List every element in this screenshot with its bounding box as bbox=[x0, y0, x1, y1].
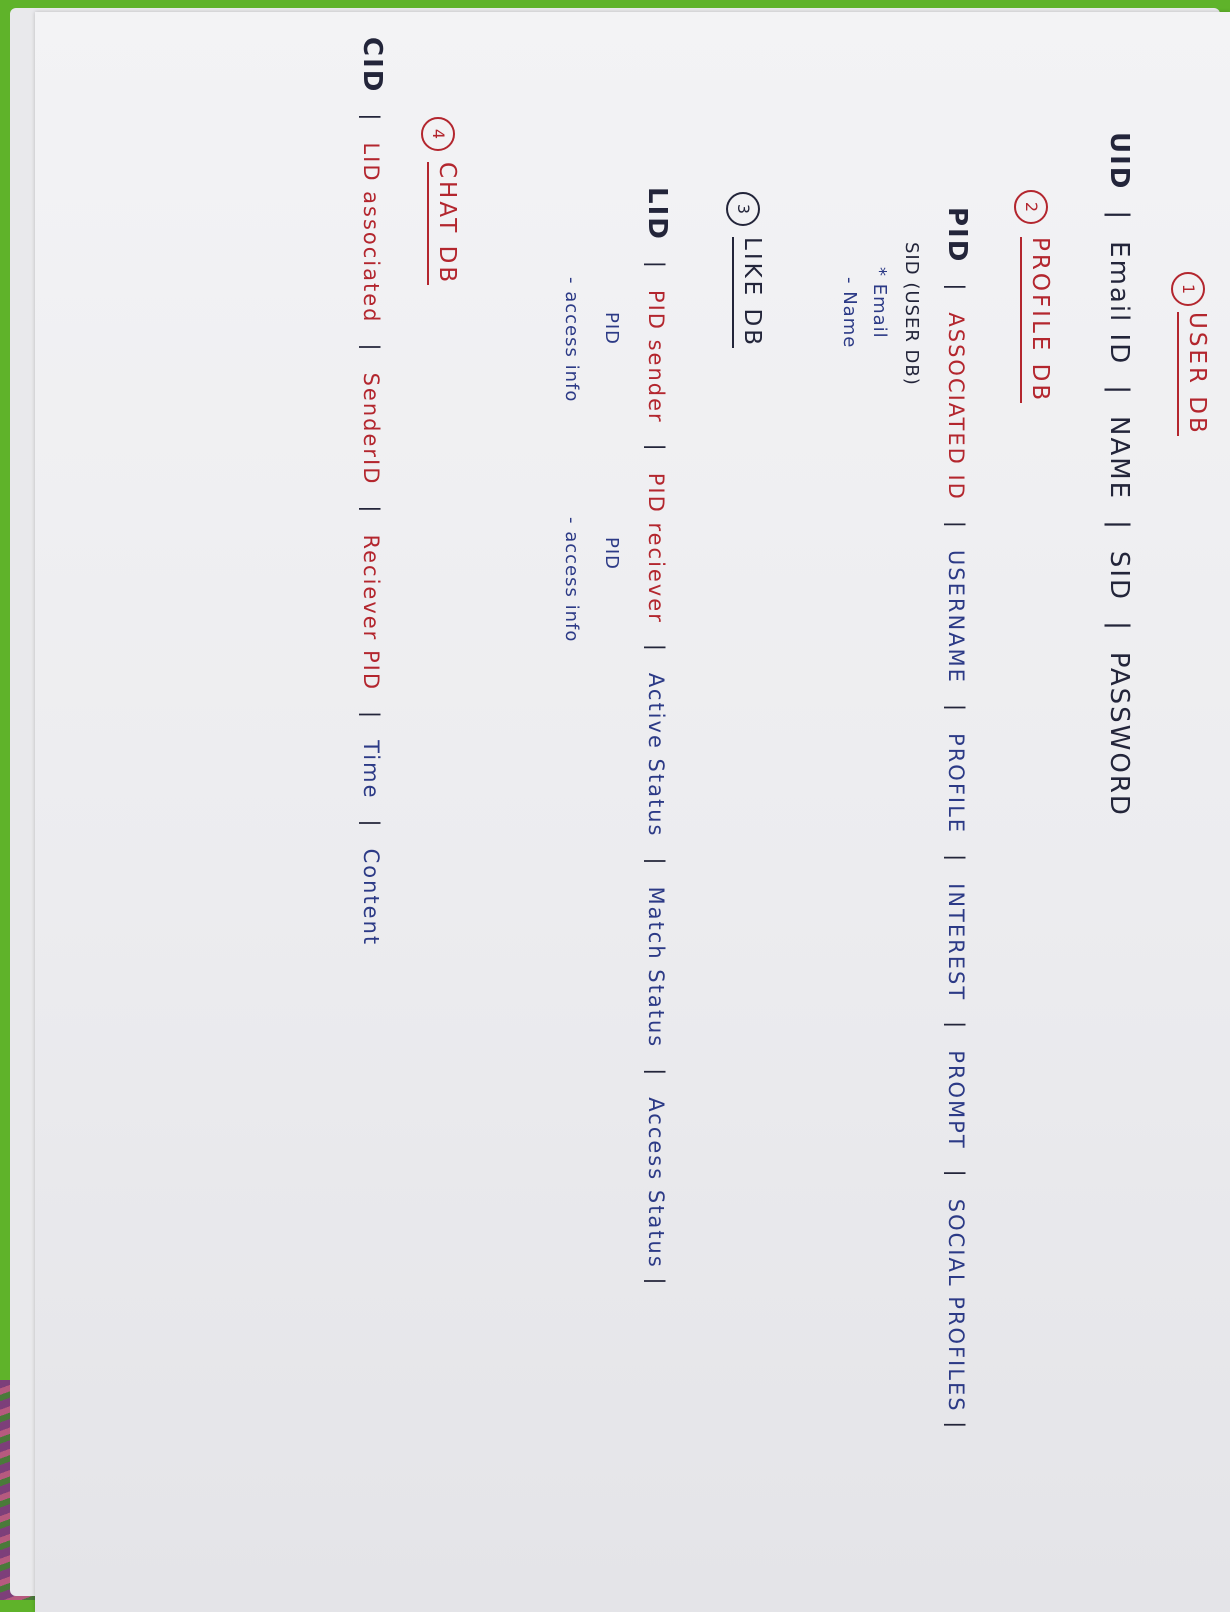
section-title-like-db: LIKE DB bbox=[732, 237, 763, 348]
profile-db-field: PROFILE bbox=[944, 733, 968, 835]
user-db-field: SID bbox=[1104, 550, 1134, 602]
section-title-chat-db: CHAT DB bbox=[427, 162, 458, 285]
profile-db-field: SOCIAL PROFILES bbox=[944, 1198, 968, 1413]
profile-note-line: - Name bbox=[839, 277, 860, 349]
section-number-2: 2 bbox=[1014, 190, 1048, 224]
section-title-profile-db: PROFILE DB bbox=[1020, 237, 1051, 403]
chat-db-field: SenderID bbox=[359, 372, 383, 486]
profile-note-line: SID (USER DB) bbox=[901, 242, 922, 386]
user-db-key: UID bbox=[1104, 132, 1134, 191]
like-db-field: Access Status bbox=[644, 1097, 668, 1269]
chat-db-field: Time bbox=[359, 740, 383, 800]
like-receiver-note: PID bbox=[601, 537, 622, 571]
profile-db-field: PROMPT bbox=[944, 1050, 968, 1150]
profile-note-line: * Email bbox=[869, 267, 890, 339]
user-db-row: UID|Email ID|NAME|SID|PASSWORD bbox=[1104, 132, 1134, 817]
profile-db-field: ASSOCIATED ID bbox=[944, 312, 968, 501]
chat-db-key: CID bbox=[357, 37, 387, 94]
chat-db-field: LID associated bbox=[359, 142, 383, 324]
profile-db-field: INTEREST bbox=[944, 883, 968, 1002]
like-db-field: PID reciever bbox=[644, 472, 668, 624]
chat-db-row: CID|LID associated|SenderID|Reciever PID|Time|Content bbox=[357, 37, 387, 947]
like-db-row: LID|PID sender|PID reciever|Active Status|Match Status|Access Status | bbox=[642, 187, 672, 1287]
profile-db-field: USERNAME bbox=[944, 549, 968, 684]
section-number-1: 1 bbox=[1171, 272, 1205, 306]
profile-db-key: PID bbox=[942, 207, 972, 264]
section-number-4: 4 bbox=[421, 117, 455, 151]
user-db-field: NAME bbox=[1104, 416, 1134, 501]
like-db-field: Active Status bbox=[644, 672, 668, 838]
user-db-field: Email ID bbox=[1104, 241, 1134, 366]
user-db-field: PASSWORD bbox=[1104, 651, 1134, 817]
profile-db-row: PID|ASSOCIATED ID|USERNAME|PROFILE|INTEREST|PROMPT|SOCIAL PROFILES | bbox=[942, 207, 972, 1431]
like-sender-note: - access info bbox=[561, 277, 582, 403]
chat-db-field: Reciever PID bbox=[359, 534, 383, 692]
chat-db-field: Content bbox=[359, 848, 383, 947]
section-number-3: 3 bbox=[726, 192, 760, 226]
notes-sheet bbox=[35, 12, 1230, 1612]
like-db-key: LID bbox=[642, 187, 672, 241]
like-sender-note: PID bbox=[601, 312, 622, 346]
like-db-field: PID sender bbox=[644, 289, 668, 424]
like-receiver-note: - access info bbox=[561, 517, 582, 643]
section-title-user-db: USER DB bbox=[1177, 312, 1208, 436]
like-db-field: Match Status bbox=[644, 886, 668, 1049]
